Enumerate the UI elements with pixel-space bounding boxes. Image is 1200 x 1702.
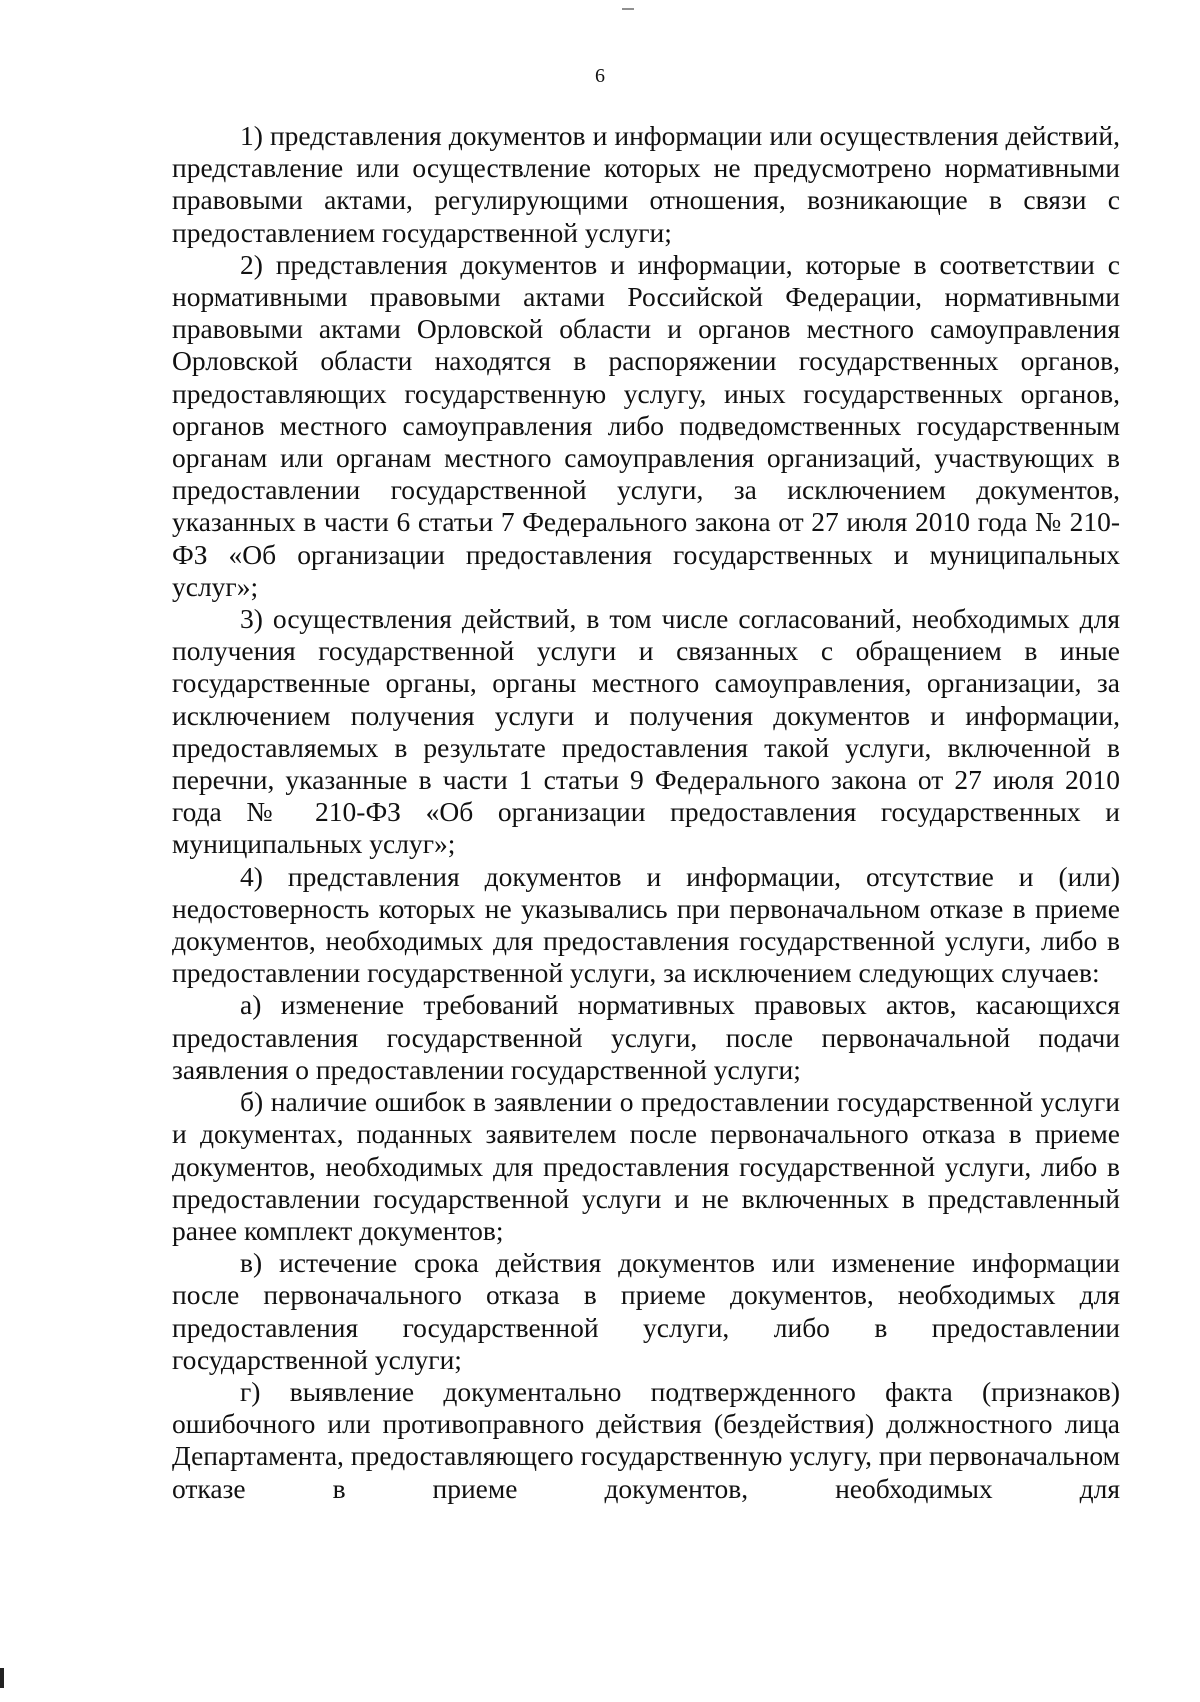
paragraph-item-1: 1) представления документов и информации или осуществления действий, представление или осуществление которых не предусмотрено нормативными правовыми актами, регулирующими отношения, возникающие в связи с предоставлением государственной услуги; [172, 120, 1120, 248]
paragraph-subitem-g: г) выявление документально подтвержденного факта (признаков) ошибочного или противоправного действия (бездействия) должностного лица Департамента, предоставляющего государственную услугу, при первоначальном отказе в приеме документов, необходимых для [172, 1375, 1120, 1504]
paragraph-subitem-a: а) изменение требований нормативных правовых актов, касающихся предоставления государственной услуги, после первоначальной подачи заявления о предоставлении государственной услуги; [172, 989, 1120, 1085]
document-body [172, 120, 1120, 1505]
scan-artifact-left [0, 1668, 4, 1688]
paragraph-subitem-b: б) наличие ошибок в заявлении о предоставлении государственной услуги и документах, поданных заявителем после первоначального отказа в приеме документов, необходимых для предоставления государственной услуги, либо в предоставлении государственной услуги и не включенных в представленный ранее комплект документов; [172, 1086, 1120, 1246]
paragraph-item-2: 2) представления документов и информации, которые в соответствии с нормативными правовыми актами Российской Федерации, нормативными правовыми актами Орловской области и органов местного самоуправления Орловской области находятся в распоряжении государственных органов, предоставляющих государственную услугу, иных государственных органов, органов местного самоуправления либо подведомственных государственным органам или органам местного самоуправления организаций, участвующих в предоставлении государственной услуги, за исключением документов, указанных в части 6 статьи 7 Федерального закона от 27 июля 2010 года № 210-ФЗ «Об организации предоставления государственных и муниципальных услуг»; [172, 248, 1120, 602]
page-number: 6 [595, 65, 605, 87]
paragraph-item-3: 3) осуществления действий, в том числе согласований, необходимых для получения государственной услуги и связанных с обращением в иные государственные органы, органы местного самоуправления, организации, за исключением получения услуги и получения документов и информации, предоставляемых в результате предоставления такой услуги, включенной в перечни, указанные в части 1 статьи 9 Федерального закона от 27 июля 2010 года № 210-ФЗ «Об организации предоставления государственных и муниципальных услуг»; [172, 603, 1120, 860]
scan-artifact-top [622, 8, 634, 10]
paragraph-subitem-v: в) истечение срока действия документов или изменение информации после первоначального отказа в приеме документов, необходимых для предоставления государственной услуги, либо в предоставлении государственной услуги; [172, 1247, 1120, 1375]
paragraph-item-4: 4) представления документов и информации, отсутствие и (или) недостоверность которых не указывались при первоначальном отказе в приеме документов, необходимых для предоставления государственной услуги, либо в предоставлении государственной услуги, за исключением следующих случаев: [172, 860, 1120, 989]
